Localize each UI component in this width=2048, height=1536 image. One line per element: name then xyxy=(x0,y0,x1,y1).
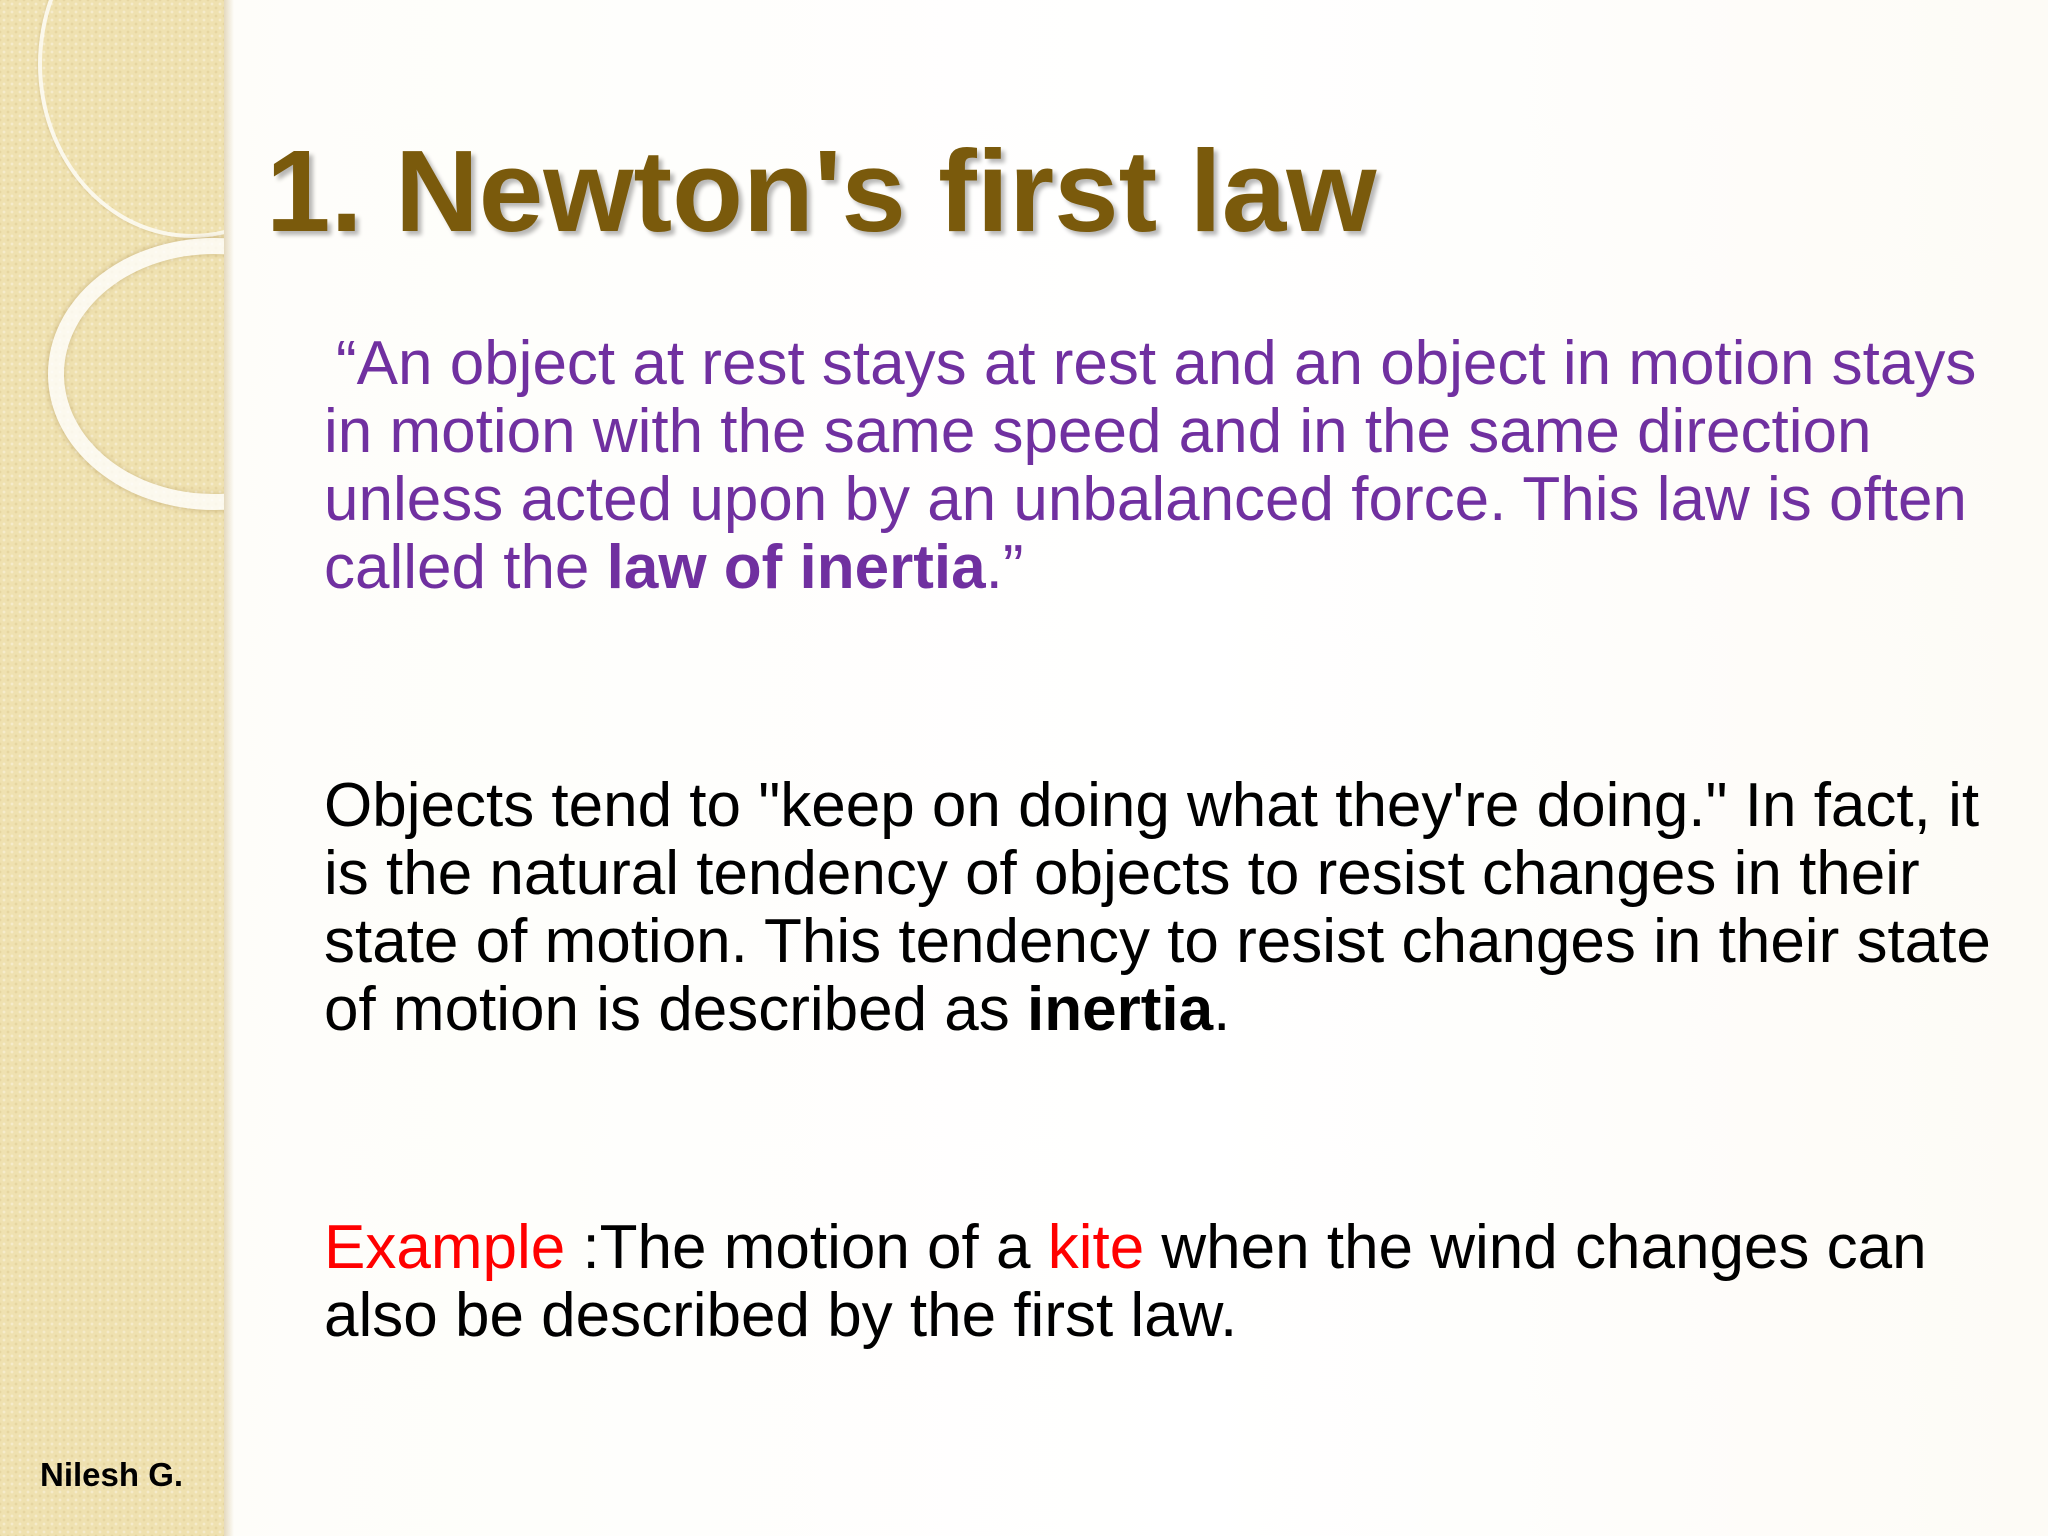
quote-end: .” xyxy=(985,533,1024,602)
decorative-side-strip xyxy=(0,0,224,1536)
inertia-end: . xyxy=(1213,975,1231,1044)
decorative-ring-middle xyxy=(48,238,224,510)
inertia-text: Objects tend to "keep on doing what they're doing." In fact, it is the natural tendency of objects to resist changes in their state of motion. This tendency to resist changes in their state of motion is described as xyxy=(324,771,1991,1044)
slide-title: 1. Newton's first law xyxy=(266,126,1377,256)
inertia-paragraph xyxy=(324,772,2014,1044)
law-quote xyxy=(324,330,2014,602)
quote-text: “An object at rest stays at rest and an object in motion stays in motion with the same speed and in the same direction unless acted upon by an unbalanced force. This law is often called the xyxy=(324,329,1977,602)
example-paragraph xyxy=(324,1214,2014,1350)
decorative-ring-top xyxy=(38,0,224,238)
example-label: Example xyxy=(324,1213,566,1282)
inertia-bold-term: inertia xyxy=(1027,975,1214,1044)
example-text-2: when the wind changes can also be described by the first law. xyxy=(324,1213,1927,1350)
quote-bold-term: law of inertia xyxy=(606,533,986,602)
author-credit: Nilesh G. xyxy=(40,1456,184,1493)
example-highlight-kite: kite xyxy=(1047,1213,1145,1282)
strip-edge-shadow xyxy=(224,0,234,1536)
example-text-1: :The motion of a xyxy=(565,1213,1048,1282)
